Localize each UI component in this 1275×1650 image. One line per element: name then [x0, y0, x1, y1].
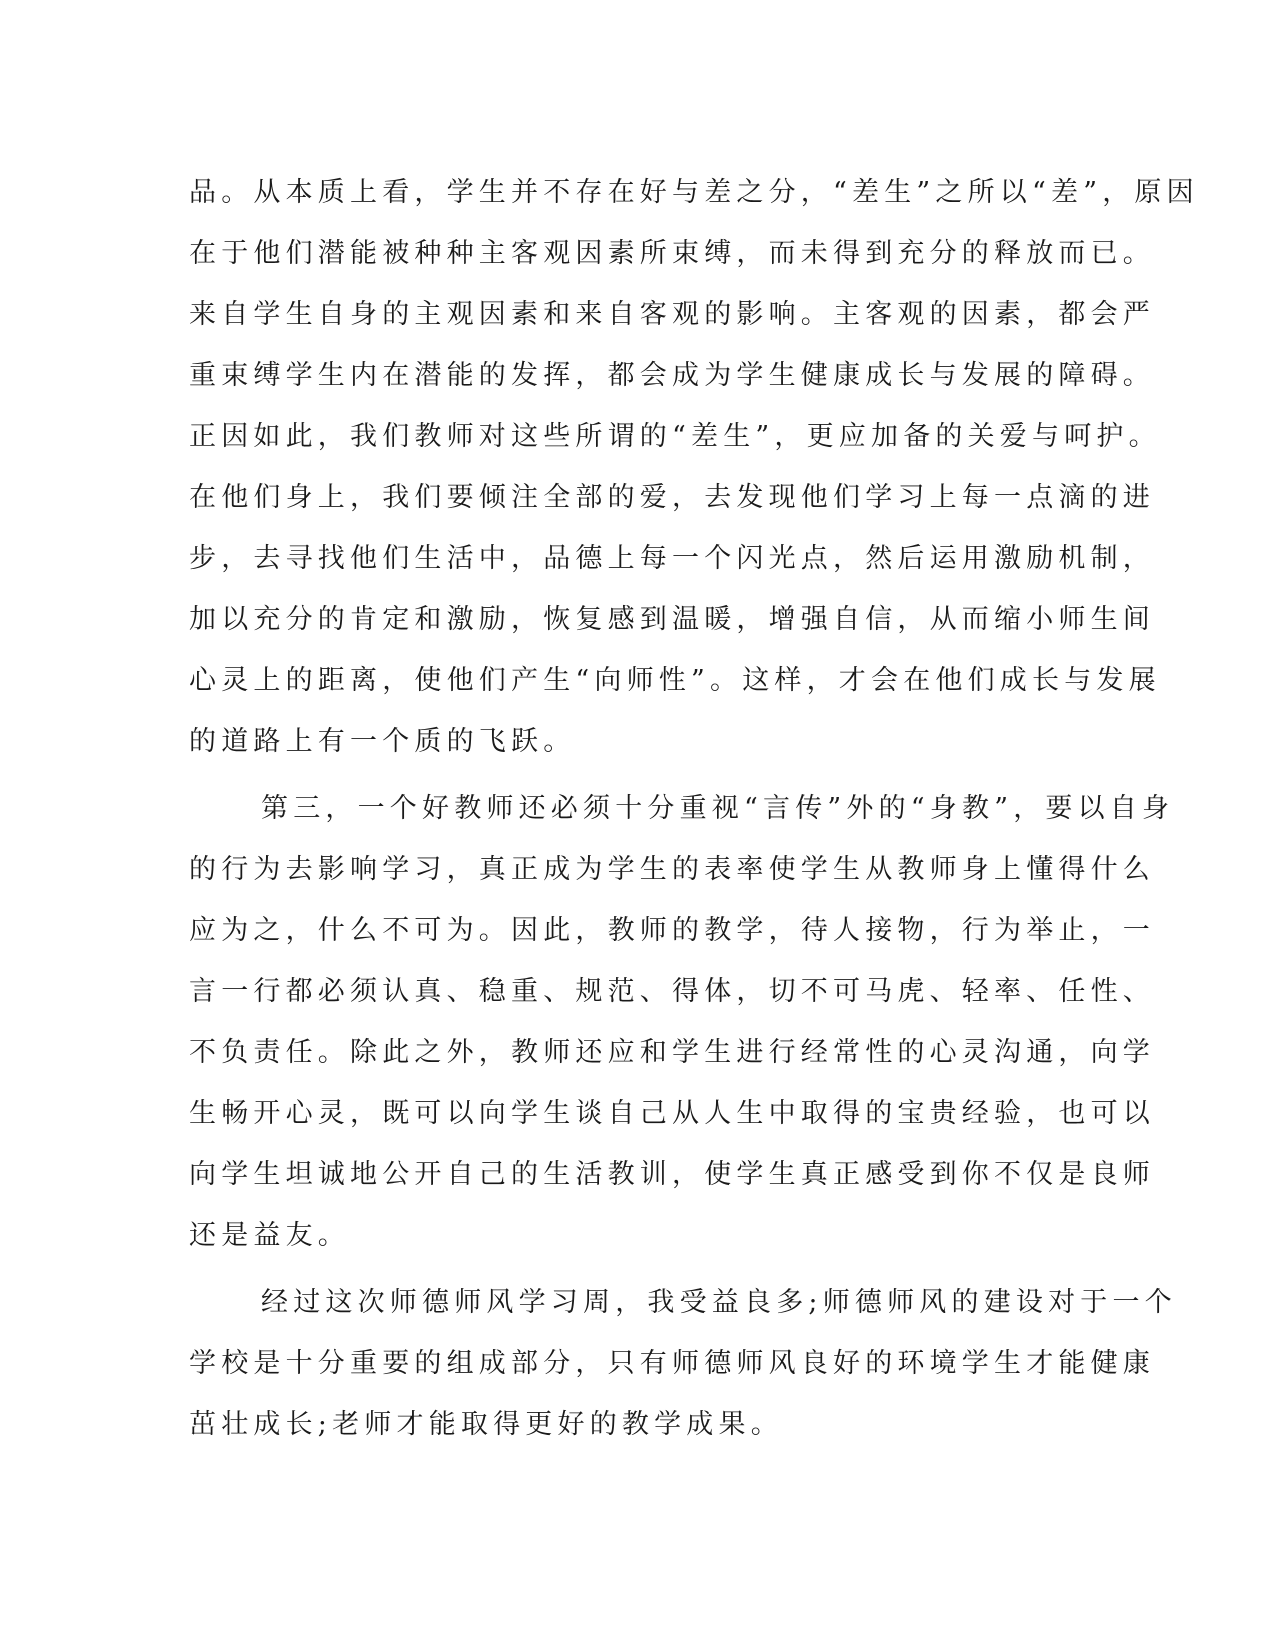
text-line: 来自学生自身的主观因素和来自客观的影响。主客观的因素，都会严 [189, 299, 1155, 330]
text-line: 还是益友。 [189, 1220, 350, 1251]
text-line: 步，去寻找他们生活中，品德上每一个闪光点，然后运用激励机制， [189, 543, 1155, 574]
text-line: 的行为去影响学习，真正成为学生的表率使学生从教师身上懂得什么 [189, 854, 1155, 885]
text-line: 的道路上有一个质的飞跃。 [189, 726, 576, 757]
text-line: 加以充分的肯定和激励，恢复感到温暖，增强自信，从而缩小师生间 [189, 604, 1155, 635]
text-line: 学校是十分重要的组成部分，只有师德师风良好的环境学生才能健康 [189, 1348, 1155, 1379]
text-line: 应为之，什么不可为。因此，教师的教学，待人接物，行为举止，一 [189, 915, 1155, 946]
text-line: 正因如此，我们教师对这些所谓的“差生”，更应加备的关爱与呵护。 [189, 421, 1161, 452]
text-line: 品。从本质上看，学生并不存在好与差之分，“差生”之所以“差”，原因 [189, 177, 1199, 208]
text-line: 生畅开心灵，既可以向学生谈自己从人生中取得的宝贵经验，也可以 [189, 1098, 1155, 1129]
text-line-first: 经过这次师德师风学习周，我受益良多;师德师风的建设对于一个 [261, 1287, 1177, 1318]
paragraph-3 [189, 1272, 1177, 1455]
text-line: 向学生坦诚地公开自己的生活教训，使学生真正感受到你不仅是良师 [189, 1159, 1155, 1190]
text-line: 茁壮成长;老师才能取得更好的教学成果。 [189, 1409, 783, 1440]
paragraph-2 [189, 778, 1175, 1266]
text-line: 重束缚学生内在潜能的发挥，都会成为学生健康成长与发展的障碍。 [189, 360, 1155, 391]
text-line: 言一行都必须认真、稳重、规范、得体，切不可马虎、轻率、任性、 [189, 976, 1155, 1007]
text-line: 在于他们潜能被种种主客观因素所束缚，而未得到充分的释放而已。 [189, 238, 1155, 269]
paragraph-1 [189, 162, 1199, 772]
document-body [189, 162, 1199, 1455]
text-line-first: 第三，一个好教师还必须十分重视“言传”外的“身教”，要以自身 [261, 793, 1175, 824]
text-line: 心灵上的距离，使他们产生“向师性”。这样，才会在他们成长与发展 [189, 665, 1161, 696]
text-line: 不负责任。除此之外，教师还应和学生进行经常性的心灵沟通，向学 [189, 1037, 1155, 1068]
text-line: 在他们身上，我们要倾注全部的爱，去发现他们学习上每一点滴的进 [189, 482, 1155, 513]
